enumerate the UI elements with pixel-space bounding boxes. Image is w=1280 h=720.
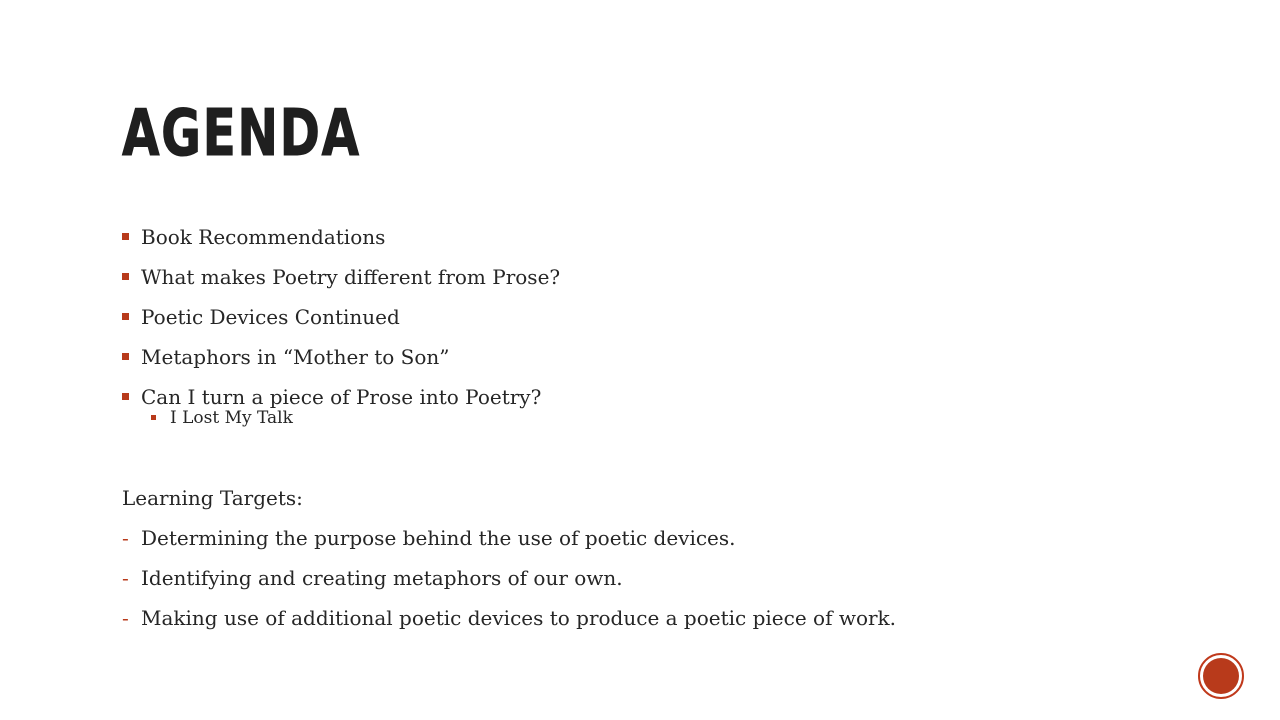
dash-bullet: - bbox=[122, 606, 129, 630]
square-bullet-icon bbox=[122, 273, 129, 280]
agenda-item-label: Metaphors in “Mother to Son” bbox=[141, 345, 450, 369]
dash-bullet: - bbox=[122, 526, 129, 550]
learning-targets-heading: Learning Targets: bbox=[122, 486, 303, 510]
agenda-item-label: Can I turn a piece of Prose into Poetry? bbox=[141, 385, 542, 409]
square-bullet-icon bbox=[151, 415, 156, 420]
learning-target-label: Making use of additional poetic devices to produce a poetic piece of work. bbox=[141, 606, 897, 630]
learning-target-label: Identifying and creating metaphors of our own. bbox=[141, 566, 623, 590]
dash-bullet: - bbox=[122, 566, 129, 590]
square-bullet-icon bbox=[122, 393, 129, 400]
circle-button-fill bbox=[1203, 658, 1239, 694]
agenda-subitem-label: I Lost My Talk bbox=[170, 408, 293, 428]
learning-target-label: Determining the purpose behind the use of poetic devices. bbox=[141, 526, 736, 550]
agenda-item-label: Book Recommendations bbox=[141, 225, 386, 249]
slide-title: AGENDA bbox=[122, 97, 361, 171]
square-bullet-icon bbox=[122, 353, 129, 360]
agenda-item-label: Poetic Devices Continued bbox=[141, 305, 400, 329]
circle-button-icon[interactable] bbox=[1198, 653, 1244, 699]
agenda-item-label: What makes Poetry different from Prose? bbox=[141, 265, 561, 289]
square-bullet-icon bbox=[122, 233, 129, 240]
square-bullet-icon bbox=[122, 313, 129, 320]
